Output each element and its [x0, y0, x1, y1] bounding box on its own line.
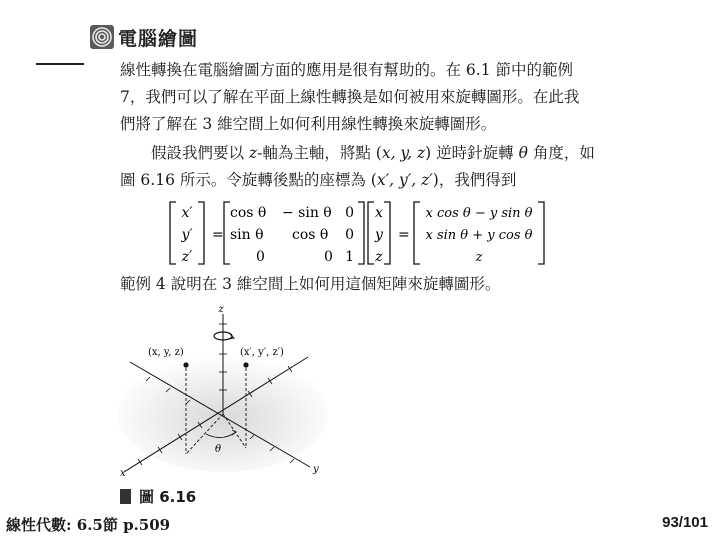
- figure-number: 圖 6.16: [139, 488, 197, 506]
- text-line: [120, 140, 640, 167]
- var-z: z: [248, 144, 258, 162]
- top-rule: [36, 63, 84, 65]
- rotated-point: [243, 362, 248, 367]
- matrix-entry: 1: [345, 249, 354, 265]
- equals-sign: =: [212, 227, 224, 243]
- rhs-entry: x sin θ + y cos θ: [425, 228, 533, 243]
- paragraph-example-ref: [120, 271, 640, 298]
- matrix-entry: 0: [256, 249, 265, 265]
- matrix-entry: cos θ: [292, 227, 329, 243]
- matrix-entry: 0: [324, 249, 333, 265]
- var-xyz: x, y, z: [381, 144, 426, 162]
- rhs-entry: x cos θ − y sin θ: [425, 206, 533, 221]
- paragraph-intro: [120, 57, 640, 138]
- text-span: 角度，如: [527, 144, 595, 162]
- lhs-entry: x′: [181, 205, 193, 221]
- section-heading: [90, 24, 198, 50]
- matrix-entry: cos θ: [230, 205, 267, 221]
- matrix-entry: 0: [345, 227, 354, 243]
- text-line: 7，我們可以了解在平面上線性轉換是如何被用來旋轉圖形。在此我: [120, 88, 580, 106]
- matrix-entry: sin θ: [230, 227, 264, 243]
- text-span: -軸為主軸，將點 (: [257, 144, 382, 162]
- text-span: )，我們得到: [432, 171, 517, 189]
- original-point: [183, 362, 188, 367]
- var-xyz-prime: x′, y′, z′: [376, 171, 433, 189]
- spiral-disc-icon: [90, 25, 114, 49]
- text-line: [120, 167, 640, 194]
- page-counter: 93/101: [662, 514, 708, 531]
- lhs-entry: z′: [181, 249, 193, 265]
- rotated-point-label: (x′, y′, z′): [240, 347, 284, 358]
- rotation-arrow-icon: [214, 332, 234, 340]
- rotation-matrix-equation: [168, 200, 548, 266]
- z-axis-label: z: [218, 304, 224, 315]
- text-span: 假設我們要以: [151, 144, 249, 162]
- rhs-entry: z: [475, 250, 483, 265]
- rotation-figure: [118, 302, 328, 482]
- footer-source: 線性代數: 6.5節 p.509: [6, 516, 171, 534]
- angle-label: θ: [215, 444, 222, 455]
- section-title: 電腦繪圖: [118, 27, 199, 50]
- vector-entry: y: [375, 227, 383, 243]
- caption-marker: [120, 489, 131, 504]
- text-line: 們將了解在 3 維空間上如何利用線性轉換來旋轉圖形。: [120, 115, 497, 133]
- text-span: ) 逆時針旋轉: [425, 144, 519, 162]
- matrix-entry: − sin θ: [282, 205, 332, 221]
- original-point-label: (x, y, z): [148, 347, 184, 358]
- figure-caption: [120, 486, 196, 507]
- text-line: 範例 4 說明在 3 維空間上如何用這個矩陣來旋轉圖形。: [120, 275, 501, 293]
- equals-sign: =: [398, 227, 410, 243]
- x-axis-label: x: [120, 468, 126, 479]
- lhs-entry: y′: [181, 227, 193, 243]
- y-axis-label: y: [313, 464, 319, 475]
- var-theta: θ: [518, 144, 528, 162]
- vector-entry: x: [375, 205, 383, 221]
- matrix-entry: 0: [345, 205, 354, 221]
- text-line: 線性轉換在電腦繪圖方面的應用是很有幫助的。在 6.1 節中的範例: [120, 61, 574, 79]
- paragraph-rotation: [120, 140, 640, 194]
- text-span: 圖 6.16 所示。令旋轉後點的座標為 (: [120, 171, 377, 189]
- vector-entry: z: [375, 249, 383, 265]
